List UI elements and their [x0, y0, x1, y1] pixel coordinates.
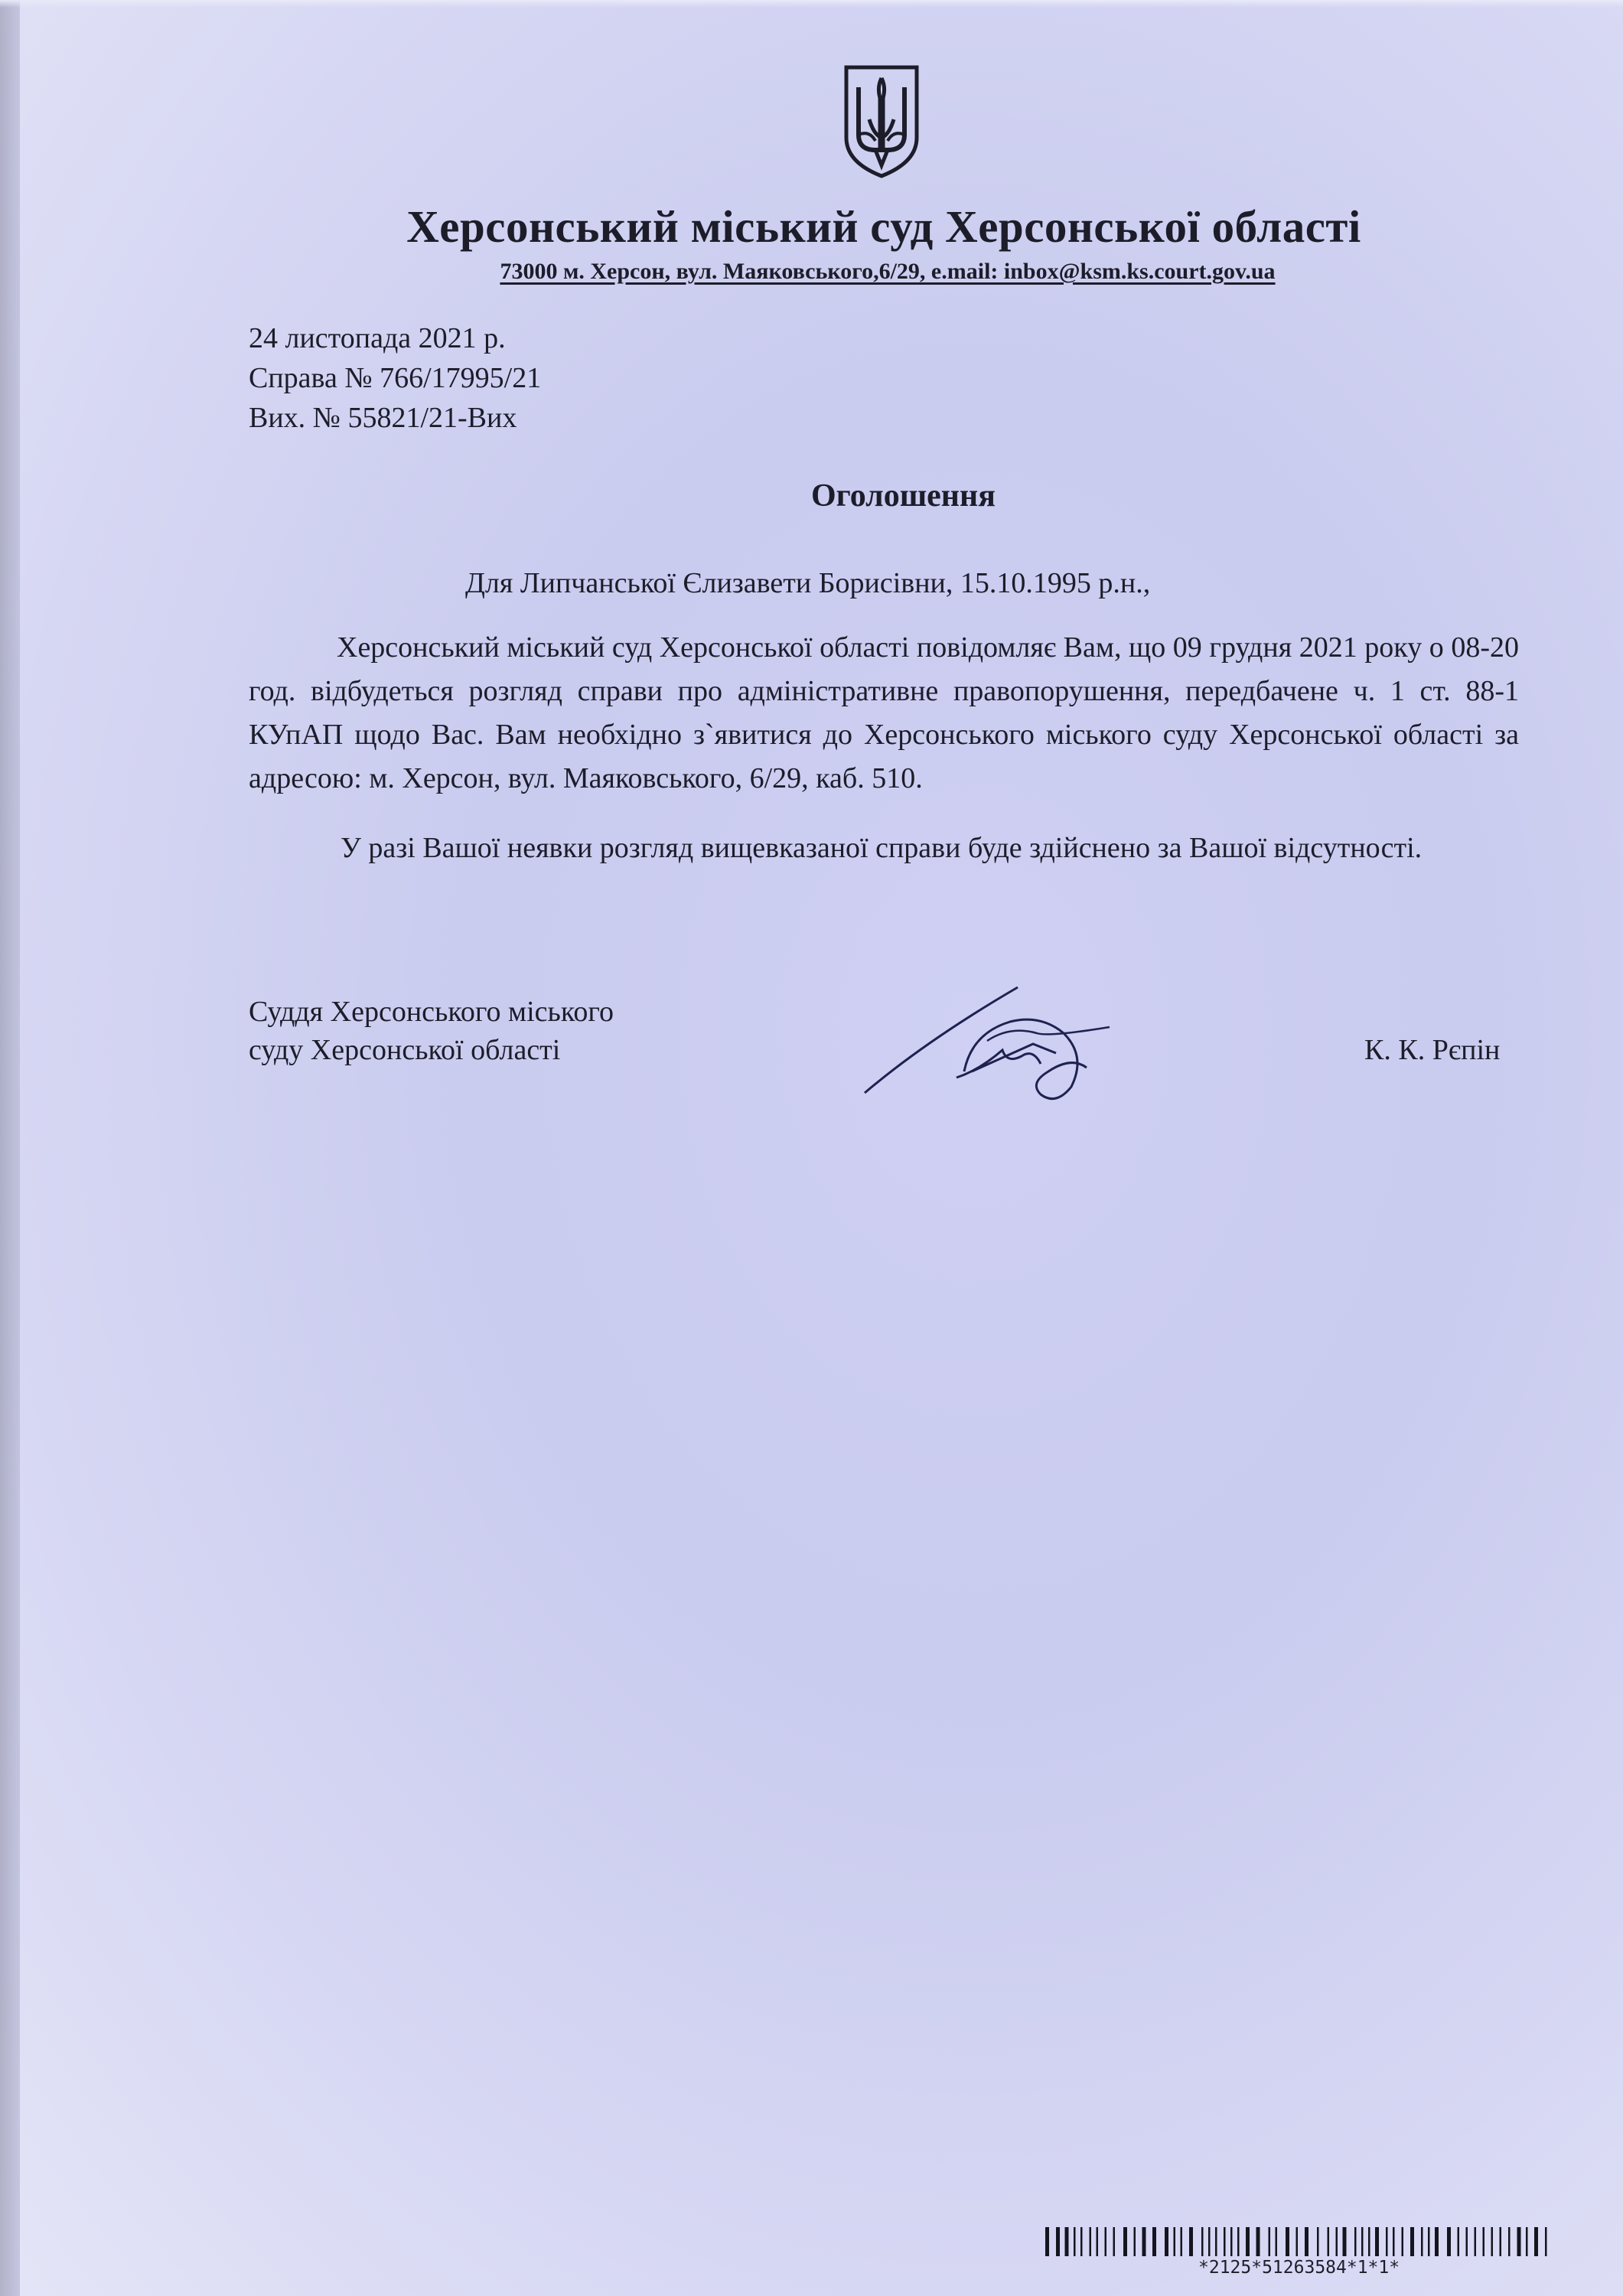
barcode-bar — [1435, 2227, 1439, 2256]
barcode-bar — [1286, 2227, 1289, 2256]
page-shadow — [0, 0, 20, 2296]
judge-position-line-2: суду Херсонської області — [249, 1034, 561, 1066]
barcode-bar — [1208, 2227, 1211, 2256]
barcode-bar — [1402, 2227, 1404, 2256]
barcode-bar — [1074, 2227, 1076, 2256]
barcode-bar — [1056, 2227, 1060, 2256]
barcode-bar — [1230, 2227, 1233, 2256]
addressee-line: Для Липчанської Єлизавети Борисівни, 15.10.1995 р.н., — [465, 567, 1151, 599]
case-number: Справа № 766/17995/21 — [249, 362, 542, 394]
barcode-bar — [1534, 2227, 1538, 2256]
barcode-bar — [1296, 2227, 1299, 2256]
barcode-bar — [1393, 2227, 1395, 2256]
barcode-bar — [1375, 2227, 1379, 2256]
barcode-bar — [1105, 2227, 1107, 2256]
court-address: 73000 м. Херсон, вул. Маяковського,6/29, e.mail: inbox@ksm.ks.court.gov.ua — [500, 259, 1276, 284]
barcode-bar — [1343, 2227, 1347, 2256]
barcode-bar — [1113, 2227, 1116, 2256]
barcode-bar — [1317, 2227, 1319, 2256]
document-title: Оголошення — [811, 478, 996, 514]
barcode-bar — [1097, 2227, 1099, 2256]
barcode-bar — [1483, 2227, 1485, 2256]
barcode-bar — [1165, 2227, 1168, 2256]
barcode-bar — [1336, 2227, 1338, 2256]
barcode-bar — [1428, 2227, 1430, 2256]
page-edge — [0, 0, 1623, 8]
barcode-bar — [1276, 2227, 1278, 2256]
judge-name: К. К. Рєпін — [1364, 1034, 1501, 1066]
barcode-bar — [1201, 2227, 1204, 2256]
barcode-bar — [1354, 2227, 1357, 2256]
barcode-bar — [1305, 2227, 1309, 2256]
barcode-bar — [1174, 2227, 1176, 2256]
barcode-bar — [1090, 2227, 1092, 2256]
absence-paragraph: У разі Вашої неявки розгляд вищевказаної справи буде здійснено за Вашої відсутності. — [341, 832, 1423, 864]
barcode-bar — [1517, 2227, 1521, 2256]
barcode-bar — [1386, 2227, 1388, 2256]
judge-position-line-1: Суддя Херсонського міського — [249, 996, 614, 1028]
court-name-heading: Херсонський міський суд Херсонської області — [406, 201, 1361, 252]
barcode-bar — [1215, 2227, 1217, 2256]
barcode-bar — [1545, 2227, 1547, 2256]
barcode — [1045, 2227, 1550, 2256]
trident-emblem-icon — [842, 64, 921, 179]
barcode-bar — [1269, 2227, 1271, 2256]
barcode-bar — [1447, 2227, 1451, 2256]
handwritten-signature — [857, 980, 1117, 1117]
barcode-bar — [1224, 2227, 1226, 2256]
barcode-bar — [1065, 2227, 1069, 2256]
barcode-bar — [1328, 2227, 1330, 2256]
barcode-bar — [1368, 2227, 1370, 2256]
barcode-bar — [1526, 2227, 1528, 2256]
barcode-bar — [1152, 2227, 1156, 2256]
barcode-bar — [1045, 2227, 1049, 2256]
barcode-bar — [1237, 2227, 1240, 2256]
barcode-bar — [1508, 2227, 1511, 2256]
barcode-bar — [1246, 2227, 1250, 2256]
barcode-bar — [1458, 2227, 1460, 2256]
barcode-bar — [1181, 2227, 1183, 2256]
barcode-number: *2125*51263584*1*1* — [1198, 2258, 1400, 2278]
document-date: 24 листопада 2021 р. — [249, 322, 506, 354]
barcode-bar — [1256, 2227, 1260, 2256]
barcode-bar — [1123, 2227, 1127, 2256]
outgoing-number: Вих. № 55821/21-Вих — [249, 402, 517, 434]
barcode-bar — [1410, 2227, 1414, 2256]
barcode-bar — [1421, 2227, 1423, 2256]
barcode-bar — [1080, 2227, 1083, 2256]
barcode-bar — [1491, 2227, 1494, 2256]
barcode-bar — [1134, 2227, 1136, 2256]
barcode-bar — [1361, 2227, 1364, 2256]
barcode-bar — [1189, 2227, 1193, 2256]
notice-paragraph: Херсонський міський суд Херсонської області повідомляє Вам, що 09 грудня 2021 року о 08-20 год. відбудеться розгляд справи про адміністративне правопорушення, передбачене ч. 1 ст. 88-1 КУпАП щодо Вас. Вам необхідно з`явитися до Херсонського міського суду Херсонської області за адресою: м. Херсон, вул. Маяковського, 6/29, каб. 510. — [249, 631, 1519, 794]
barcode-bar — [1475, 2227, 1477, 2256]
barcode-bar — [1466, 2227, 1468, 2256]
barcode-bar — [1500, 2227, 1502, 2256]
barcode-bar — [1142, 2227, 1146, 2256]
